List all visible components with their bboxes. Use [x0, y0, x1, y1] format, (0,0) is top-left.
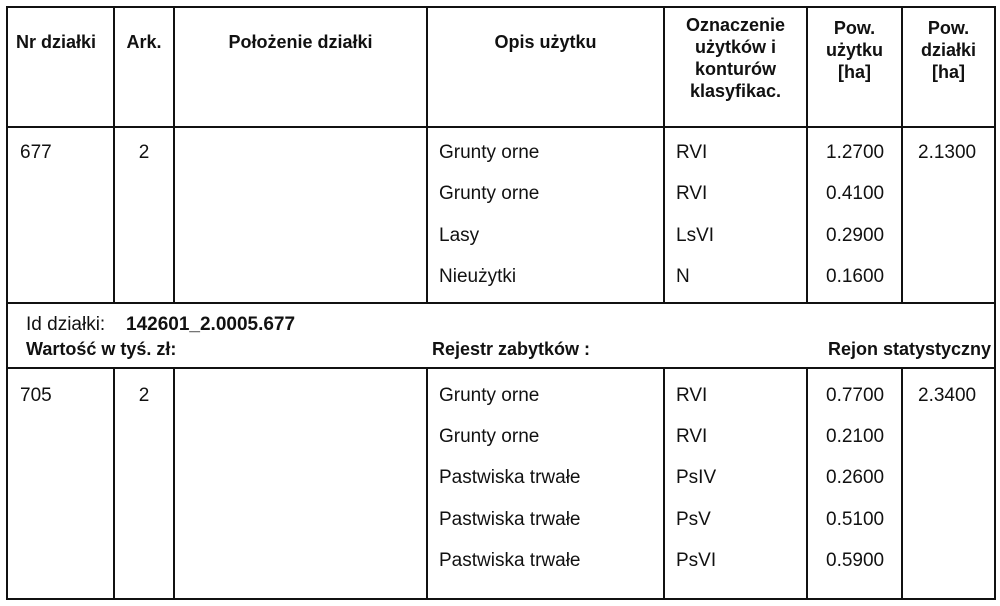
header-pow-dzialki-line-1: Pow.: [927, 18, 970, 38]
parcel-2-nr: 705: [20, 385, 52, 406]
parcel-1-row-1-pow: 1.2700: [826, 142, 885, 163]
header-oznaczenie: [665, 14, 806, 102]
parcel-2-row-2-pow: 0.2100: [826, 426, 885, 447]
parcel-2-row-4-oznaczenie: PsV: [676, 509, 711, 530]
parcel-2-row-1-pow: 0.7700: [826, 385, 885, 406]
header-opis-uzytku: Opis użytku: [494, 32, 597, 52]
header-oznaczenie-line-3: konturów: [695, 59, 776, 79]
rejon-statystyczny-label: Rejon statystyczny: [828, 339, 992, 359]
parcel-1-row-4-pow: 0.1600: [826, 266, 885, 287]
parcel-1-row-2-pow: 0.4100: [826, 183, 885, 204]
col-divider-2b: [173, 367, 175, 600]
id-dzialki-value: 142601_2.0005.677: [126, 314, 296, 335]
parcel-1-row-1-opis: Grunty orne: [439, 142, 540, 163]
header-pow-uzytku-line-2: użytku: [825, 40, 883, 60]
parcel-1-row-2-opis: Grunty orne: [439, 183, 540, 204]
parcel-2-row-1-opis: Grunty orne: [439, 385, 540, 406]
parcel-1-pow-dzialki: 2.1300: [918, 142, 977, 163]
rejestr-zabytkow-label: Rejestr zabytków :: [432, 339, 591, 359]
header-oznaczenie-line-1: Oznaczenie: [685, 15, 786, 35]
table-border-right: [994, 6, 996, 600]
parcel-1-row-3-pow: 0.2900: [826, 225, 885, 246]
parcel-1-bottom-divider: [6, 302, 996, 304]
parcel-1-ark: 2: [138, 142, 150, 163]
table-border-left: [6, 6, 8, 600]
parcel-2-row-3-opis: Pastwiska trwałe: [439, 467, 581, 488]
parcel-2-row-3-pow: 0.2600: [826, 467, 885, 488]
id-dzialki-label: Id działki:: [26, 314, 106, 335]
header-pow-dzialki: [903, 17, 994, 83]
col-divider-6b: [901, 367, 903, 600]
parcel-2-row-1-oznaczenie: RVI: [676, 385, 708, 406]
parcel-2-row-5-oznaczenie: PsVI: [676, 550, 717, 571]
col-divider-4b: [663, 367, 665, 600]
parcel-2-pow-dzialki: 2.3400: [918, 385, 977, 406]
parcel-1-row-4-oznaczenie: N: [676, 266, 690, 287]
header-polozenie: Położenie działki: [228, 32, 373, 52]
col-divider-3b: [426, 367, 428, 600]
header-ark: Ark.: [126, 32, 162, 52]
parcel-2-row-2-oznaczenie: RVI: [676, 426, 708, 447]
parcel-2-row-4-pow: 0.5100: [826, 509, 885, 530]
parcel-2-row-2-opis: Grunty orne: [439, 426, 540, 447]
header-oznaczenie-line-2: użytków i: [694, 37, 776, 57]
parcel-2-ark: 2: [138, 385, 150, 406]
header-oznaczenie-line-4: klasyfikac.: [689, 81, 782, 101]
parcel-1-row-4-opis: Nieużytki: [439, 266, 517, 287]
parcel-1-nr: 677: [20, 142, 52, 163]
info-bottom-divider: [6, 367, 996, 369]
header-pow-uzytku-line-1: Pow.: [833, 18, 876, 38]
parcel-2-row-5-opis: Pastwiska trwałe: [439, 550, 581, 571]
parcel-1-row-3-oznaczenie: LsVI: [676, 225, 715, 246]
header-pow-dzialki-line-3: [ha]: [932, 62, 965, 82]
col-divider-5b: [806, 367, 808, 600]
parcel-2-row-4-opis: Pastwiska trwałe: [439, 509, 581, 530]
parcel-2-row-5-pow: 0.5900: [826, 550, 885, 571]
header-divider: [6, 126, 996, 128]
table-border-top: [6, 6, 996, 8]
wartosc-label: Wartość w tyś. zł:: [26, 339, 177, 359]
table-border-bottom: [6, 598, 996, 600]
header-pow-uzytku-line-3: [ha]: [838, 62, 871, 82]
header-nr-dzialki: Nr działki: [16, 32, 97, 52]
parcel-1-row-1-oznaczenie: RVI: [676, 142, 708, 163]
parcel-2-row-3-oznaczenie: PsIV: [676, 467, 717, 488]
header-pow-dzialki-line-2: działki: [920, 40, 977, 60]
parcel-1-row-3-opis: Lasy: [439, 225, 480, 246]
header-pow-uzytku: [808, 17, 901, 83]
parcel-1-row-2-oznaczenie: RVI: [676, 183, 708, 204]
